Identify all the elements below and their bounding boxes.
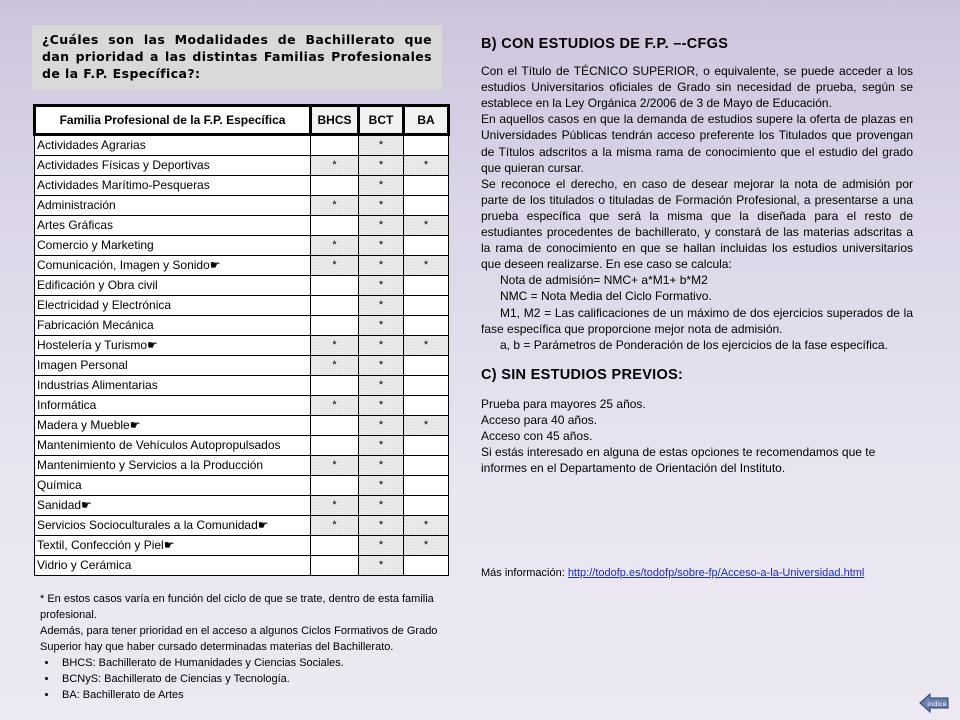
cell-bhcs: * <box>311 336 359 356</box>
family-name: Vidrio y Cerámica <box>35 556 311 576</box>
section-b-paragraph: En aquellos casos en que la demanda de estudios supere la oferta de plazas en Universidades Públicas tendrán acceso preferente los Titulados que provengan de Títulos adscritos a la misma rama de conocimiento que el estudio del grado que quieran cursar. <box>481 112 913 175</box>
cell-ba <box>404 476 449 496</box>
formula-line: a, b = Parámetros de Ponderación de los ejercicios de la fase específica. <box>500 337 888 352</box>
cell-bct: * <box>359 276 404 296</box>
cell-bct: * <box>359 536 404 556</box>
cell-bct: * <box>359 316 404 336</box>
cell-bhcs <box>311 376 359 396</box>
cell-ba <box>404 356 449 376</box>
family-name: Actividades Físicas y Deportivas <box>35 156 311 176</box>
back-button[interactable] <box>918 692 950 714</box>
cell-bhcs <box>311 316 359 336</box>
section-b-paragraph: Se reconoce el derecho, en caso de desear mejorar la nota de admisión por parte de los titulados o tituladas de Formación Profesional, a presentarse a una prueba específica que será la misma que la diseñada para el resto de estudiantes procedentes de bachillerato, y constará de las materias adscritas a la rama de conocimiento en que se hallan incluidas los estudios universitarios que deseen realizarse. En ese caso se calcula: <box>481 176 913 272</box>
cell-bhcs <box>311 436 359 456</box>
cell-bct: * <box>359 416 404 436</box>
family-name: Actividades Agrarias <box>35 135 311 156</box>
cell-bhcs <box>311 135 359 156</box>
cell-ba: * <box>404 516 449 536</box>
more-info-label: Más información: <box>481 567 568 579</box>
table-row <box>35 196 449 216</box>
table-row <box>35 496 449 516</box>
list-item: • BHCS: Bachillerato de Humanidades y Ciencias Sociales. <box>58 655 480 671</box>
table-row <box>35 316 449 336</box>
cell-bhcs: * <box>311 516 359 536</box>
families-table <box>33 104 450 576</box>
table-row <box>35 356 449 376</box>
section-c-line: Acceso para 40 años. <box>481 412 598 427</box>
cell-bct: * <box>359 516 404 536</box>
cell-bhcs: * <box>311 236 359 256</box>
cell-bhcs: * <box>311 456 359 476</box>
cell-bhcs: * <box>311 496 359 516</box>
cell-bhcs <box>311 276 359 296</box>
family-name: Textil, Confección y Piel☛ <box>35 536 311 556</box>
cell-bct: * <box>359 135 404 156</box>
cell-bhcs: * <box>311 356 359 376</box>
family-name: Comunicación, Imagen y Sonido☛ <box>35 256 311 276</box>
table-row <box>35 476 449 496</box>
table-body <box>35 135 449 576</box>
table-row <box>35 336 449 356</box>
table-header-row <box>35 106 449 135</box>
cell-bct: * <box>359 336 404 356</box>
family-name: Hostelería y Turismo☛ <box>35 336 311 356</box>
cell-ba: * <box>404 216 449 236</box>
back-arrow-icon <box>918 692 950 714</box>
cell-ba <box>404 236 449 256</box>
header-ba: BA <box>404 106 449 135</box>
cell-ba <box>404 496 449 516</box>
cell-ba <box>404 176 449 196</box>
cell-bct: * <box>359 236 404 256</box>
table-row <box>35 436 449 456</box>
cell-bhcs <box>311 556 359 576</box>
cell-ba <box>404 316 449 336</box>
cell-bct: * <box>359 296 404 316</box>
cell-ba <box>404 396 449 416</box>
family-name: Mantenimiento de Vehículos Autopropulsados <box>35 436 311 456</box>
cell-bhcs <box>311 296 359 316</box>
table-row <box>35 156 449 176</box>
cell-ba: * <box>404 416 449 436</box>
cell-ba <box>404 456 449 476</box>
cell-bhcs <box>311 536 359 556</box>
table-row <box>35 236 449 256</box>
question-text: ¿Cuáles son las Modalidades de Bachillerato que dan prioridad a las distintas Familias Profesionales de la F.P. Específica?: <box>42 32 432 81</box>
section-c-line: Acceso con 45 años. <box>481 429 593 444</box>
cell-bhcs <box>311 176 359 196</box>
table-row <box>35 276 449 296</box>
list-item: • BCNyS: Bachillerato de Ciencias y Tecnología. <box>58 671 480 687</box>
more-info <box>481 567 864 579</box>
prerequisites-note: Además, para tener prioridad en el acceso a algunos Ciclos Formativos de Grado Superior hay que haber cursado determinadas materias del Bachillerato. <box>40 625 438 653</box>
cell-bct: * <box>359 376 404 396</box>
cell-ba: * <box>404 156 449 176</box>
family-name: Fabricación Mecánica <box>35 316 311 336</box>
family-name: Administración <box>35 196 311 216</box>
section-b-paragraph: Con el Título de TÉCNICO SUPERIOR, o equivalente, se puede acceder a los estudios Universitarios oficiales de Grado sin necesidad de prueba, según se establece en la Ley Orgánica 2/2006 de 3 de Mayo de Educación. <box>481 64 913 111</box>
cell-bhcs: * <box>311 396 359 416</box>
table-row <box>35 216 449 236</box>
family-name: Servicios Socioculturales a la Comunidad☛ <box>35 516 311 536</box>
header-bct: BCT <box>359 106 404 135</box>
cell-bct: * <box>359 456 404 476</box>
cell-bct: * <box>359 176 404 196</box>
formula-line: NMC = Nota Media del Ciclo Formativo. <box>500 289 712 304</box>
cell-bct: * <box>359 436 404 456</box>
cell-ba <box>404 196 449 216</box>
section-c-line: Prueba para mayores 25 años. <box>481 396 646 411</box>
right-column <box>481 36 913 476</box>
cell-bct: * <box>359 256 404 276</box>
table-row <box>35 135 449 156</box>
family-name: Sanidad☛ <box>35 496 311 516</box>
section-c-title: C) SIN ESTUDIOS PREVIOS: <box>481 366 684 383</box>
cell-bhcs <box>311 476 359 496</box>
cell-bct: * <box>359 156 404 176</box>
cell-bct: * <box>359 356 404 376</box>
table-row <box>35 296 449 316</box>
family-name: Electricidad y Electrónica <box>35 296 311 316</box>
family-name: Comercio y Marketing <box>35 236 311 256</box>
family-name: Artes Gráficas <box>35 216 311 236</box>
cell-ba <box>404 296 449 316</box>
cell-bct: * <box>359 476 404 496</box>
cell-ba: * <box>404 336 449 356</box>
cell-bct: * <box>359 216 404 236</box>
family-name: Química <box>35 476 311 496</box>
cell-bhcs <box>311 216 359 236</box>
table-row <box>35 256 449 276</box>
section-c-line: Si estás interesado en alguna de estas opciones te recomendamos que te informes en el Departamento de Orientación del Instituto. <box>481 445 876 476</box>
cell-bhcs: * <box>311 156 359 176</box>
cell-ba <box>404 376 449 396</box>
table-row <box>35 456 449 476</box>
table-row <box>35 396 449 416</box>
cell-bhcs: * <box>311 256 359 276</box>
question-box <box>32 25 442 90</box>
table-row <box>35 176 449 196</box>
family-name: Madera y Mueble☛ <box>35 416 311 436</box>
footnote: * En estos casos varía en función del ciclo de que se trate, dentro de esta familia profesional. <box>40 593 434 621</box>
family-name: Mantenimiento y Servicios a la Producción <box>35 456 311 476</box>
family-name: Edificación y Obra civil <box>35 276 311 296</box>
table-row <box>35 556 449 576</box>
formula-line: Nota de admisión= NMC+ a*M1+ b*M2 <box>500 273 708 288</box>
table-row <box>35 536 449 556</box>
section-b-title: B) CON ESTUDIOS DE F.P. –-CFGS <box>481 36 729 52</box>
cell-bct: * <box>359 396 404 416</box>
list-item: • BA: Bachillerato de Artes <box>58 687 480 703</box>
family-name: Informática <box>35 396 311 416</box>
formula-line: M1, M2 = Las calificaciones de un máximo de dos ejercicios superados de la fase específica que proporcione mejor nota de admisión. <box>481 305 913 336</box>
cell-ba <box>404 276 449 296</box>
table-row <box>35 516 449 536</box>
cell-bct: * <box>359 556 404 576</box>
cell-bhcs <box>311 416 359 436</box>
cell-bct: * <box>359 196 404 216</box>
back-button-label: indice <box>927 700 947 708</box>
header-family: Familia Profesional de la F.P. Específica <box>35 106 311 135</box>
more-info-link[interactable]: http://todofp.es/todofp/sobre-fp/Acceso-a-la-Universidad.html <box>567 567 865 579</box>
family-name: Imagen Personal <box>35 356 311 376</box>
table-row <box>35 416 449 436</box>
cell-ba <box>404 556 449 576</box>
family-name: Industrias Alimentarias <box>35 376 311 396</box>
cell-ba <box>404 135 449 156</box>
header-bhcs: BHCS <box>311 106 359 135</box>
notes <box>40 591 480 703</box>
cell-bct: * <box>359 496 404 516</box>
table-row <box>35 376 449 396</box>
cell-ba <box>404 436 449 456</box>
cell-bhcs: * <box>311 196 359 216</box>
abbreviation-list <box>40 655 480 703</box>
cell-ba: * <box>404 256 449 276</box>
family-name: Actividades Marítimo-Pesqueras <box>35 176 311 196</box>
cell-ba: * <box>404 536 449 556</box>
